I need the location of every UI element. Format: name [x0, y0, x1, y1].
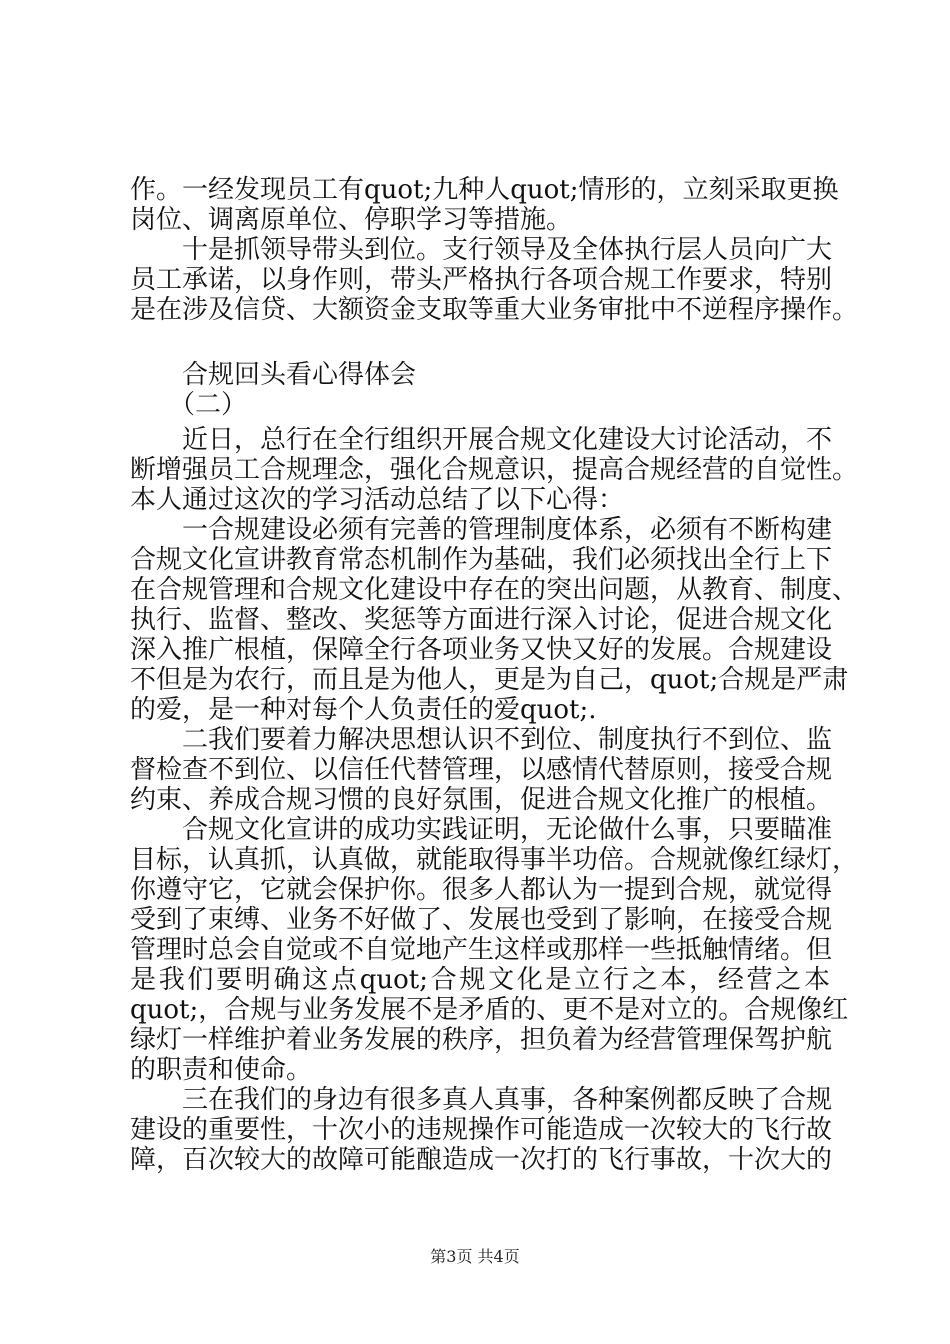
- text-line: 执行、监督、整改、奖惩等方面进行深入讨论，促进合规文化: [130, 605, 833, 635]
- text-line: 障，百次较大的故障可能酿造成一次打的飞行事故，十次大的: [130, 1145, 833, 1175]
- text-line: 受到了束缚、业务不好做了、发展也受到了影响，在接受合规: [130, 905, 833, 935]
- text-line: 绿灯一样维护着业务发展的秩序，担负着为经营管理保驾护航: [130, 1025, 833, 1055]
- text-line: 三在我们的身边有很多真人真事，各种案例都反映了合规: [130, 1085, 833, 1115]
- text-line: 合规文化宣讲的成功实践证明，无论做什么事，只要瞄准: [130, 815, 833, 845]
- text-line: 管理时总会自觉或不自觉地产生这样或那样一些抵触情绪。但: [130, 935, 833, 965]
- text-line: 不但是为农行，而且是为他人，更是为自己，quot;合规是严肃: [130, 665, 849, 695]
- text-line: 目标，认真抓，认真做，就能取得事半功倍。合规就像红绿灯，: [130, 845, 859, 875]
- section-title: 合规回头看心得体会: [130, 360, 417, 390]
- text-line: 员工承诺，以身作则，带头严格执行各项合规工作要求，特别: [130, 265, 833, 295]
- text-line: 约束、养成合规习惯的良好氛围，促进合规文化推广的根植。: [130, 785, 833, 815]
- text-line: 近日，总行在全行组织开展合规文化建设大讨论活动，不: [130, 425, 833, 455]
- text-line: 建设的重要性，十次小的违规操作可能造成一次较大的飞行故: [130, 1115, 833, 1145]
- text-line: 十是抓领导带头到位。支行领导及全体执行层人员向广大: [130, 235, 833, 265]
- text-line: 合规文化宣讲教育常态机制作为基础，我们必须找出全行上下: [130, 545, 833, 575]
- text-line: 本人通过这次的学习活动总结了以下心得：: [130, 485, 625, 515]
- section-subtitle: （二）: [130, 390, 248, 420]
- text-line: 一合规建设必须有完善的管理制度体系，必须有不断构建: [130, 515, 833, 545]
- text-line: 是我们要明确这点quot;合规文化是立行之本，经营之本: [130, 965, 830, 995]
- text-line: 二我们要着力解决思想认识不到位、制度执行不到位、监: [130, 725, 833, 755]
- text-line: 深入推广根植，保障全行各项业务又快又好的发展。合规建设: [130, 635, 833, 665]
- text-line: 断增强员工合规理念，强化合规意识，提高合规经营的自觉性。: [130, 455, 859, 485]
- text-line: 岗位、调离原单位、停职学习等措施。: [130, 205, 573, 235]
- text-line: 是在涉及信贷、大额资金支取等重大业务审批中不逆程序操作。: [130, 295, 859, 325]
- text-line: 作。一经发现员工有quot;九种人quot;情形的，立刻采取更换: [130, 175, 839, 205]
- text-line: 的爱，是一种对每个人负责任的爱quot;.: [130, 695, 597, 725]
- text-line: 你遵守它，它就会保护你。很多人都认为一提到合规，就觉得: [130, 875, 833, 905]
- text-line: 督检查不到位、以信任代替管理，以感情代替原则，接受合规: [130, 755, 833, 785]
- text-line: 的职责和使命。: [130, 1055, 313, 1085]
- text-line: 在合规管理和合规文化建设中存在的突出问题，从教育、制度、: [130, 575, 859, 605]
- page-number-footer: 第3页 共4页: [430, 1247, 520, 1266]
- text-line: quot;，合规与业务发展不是矛盾的、更不是对立的。合规像红: [130, 995, 849, 1025]
